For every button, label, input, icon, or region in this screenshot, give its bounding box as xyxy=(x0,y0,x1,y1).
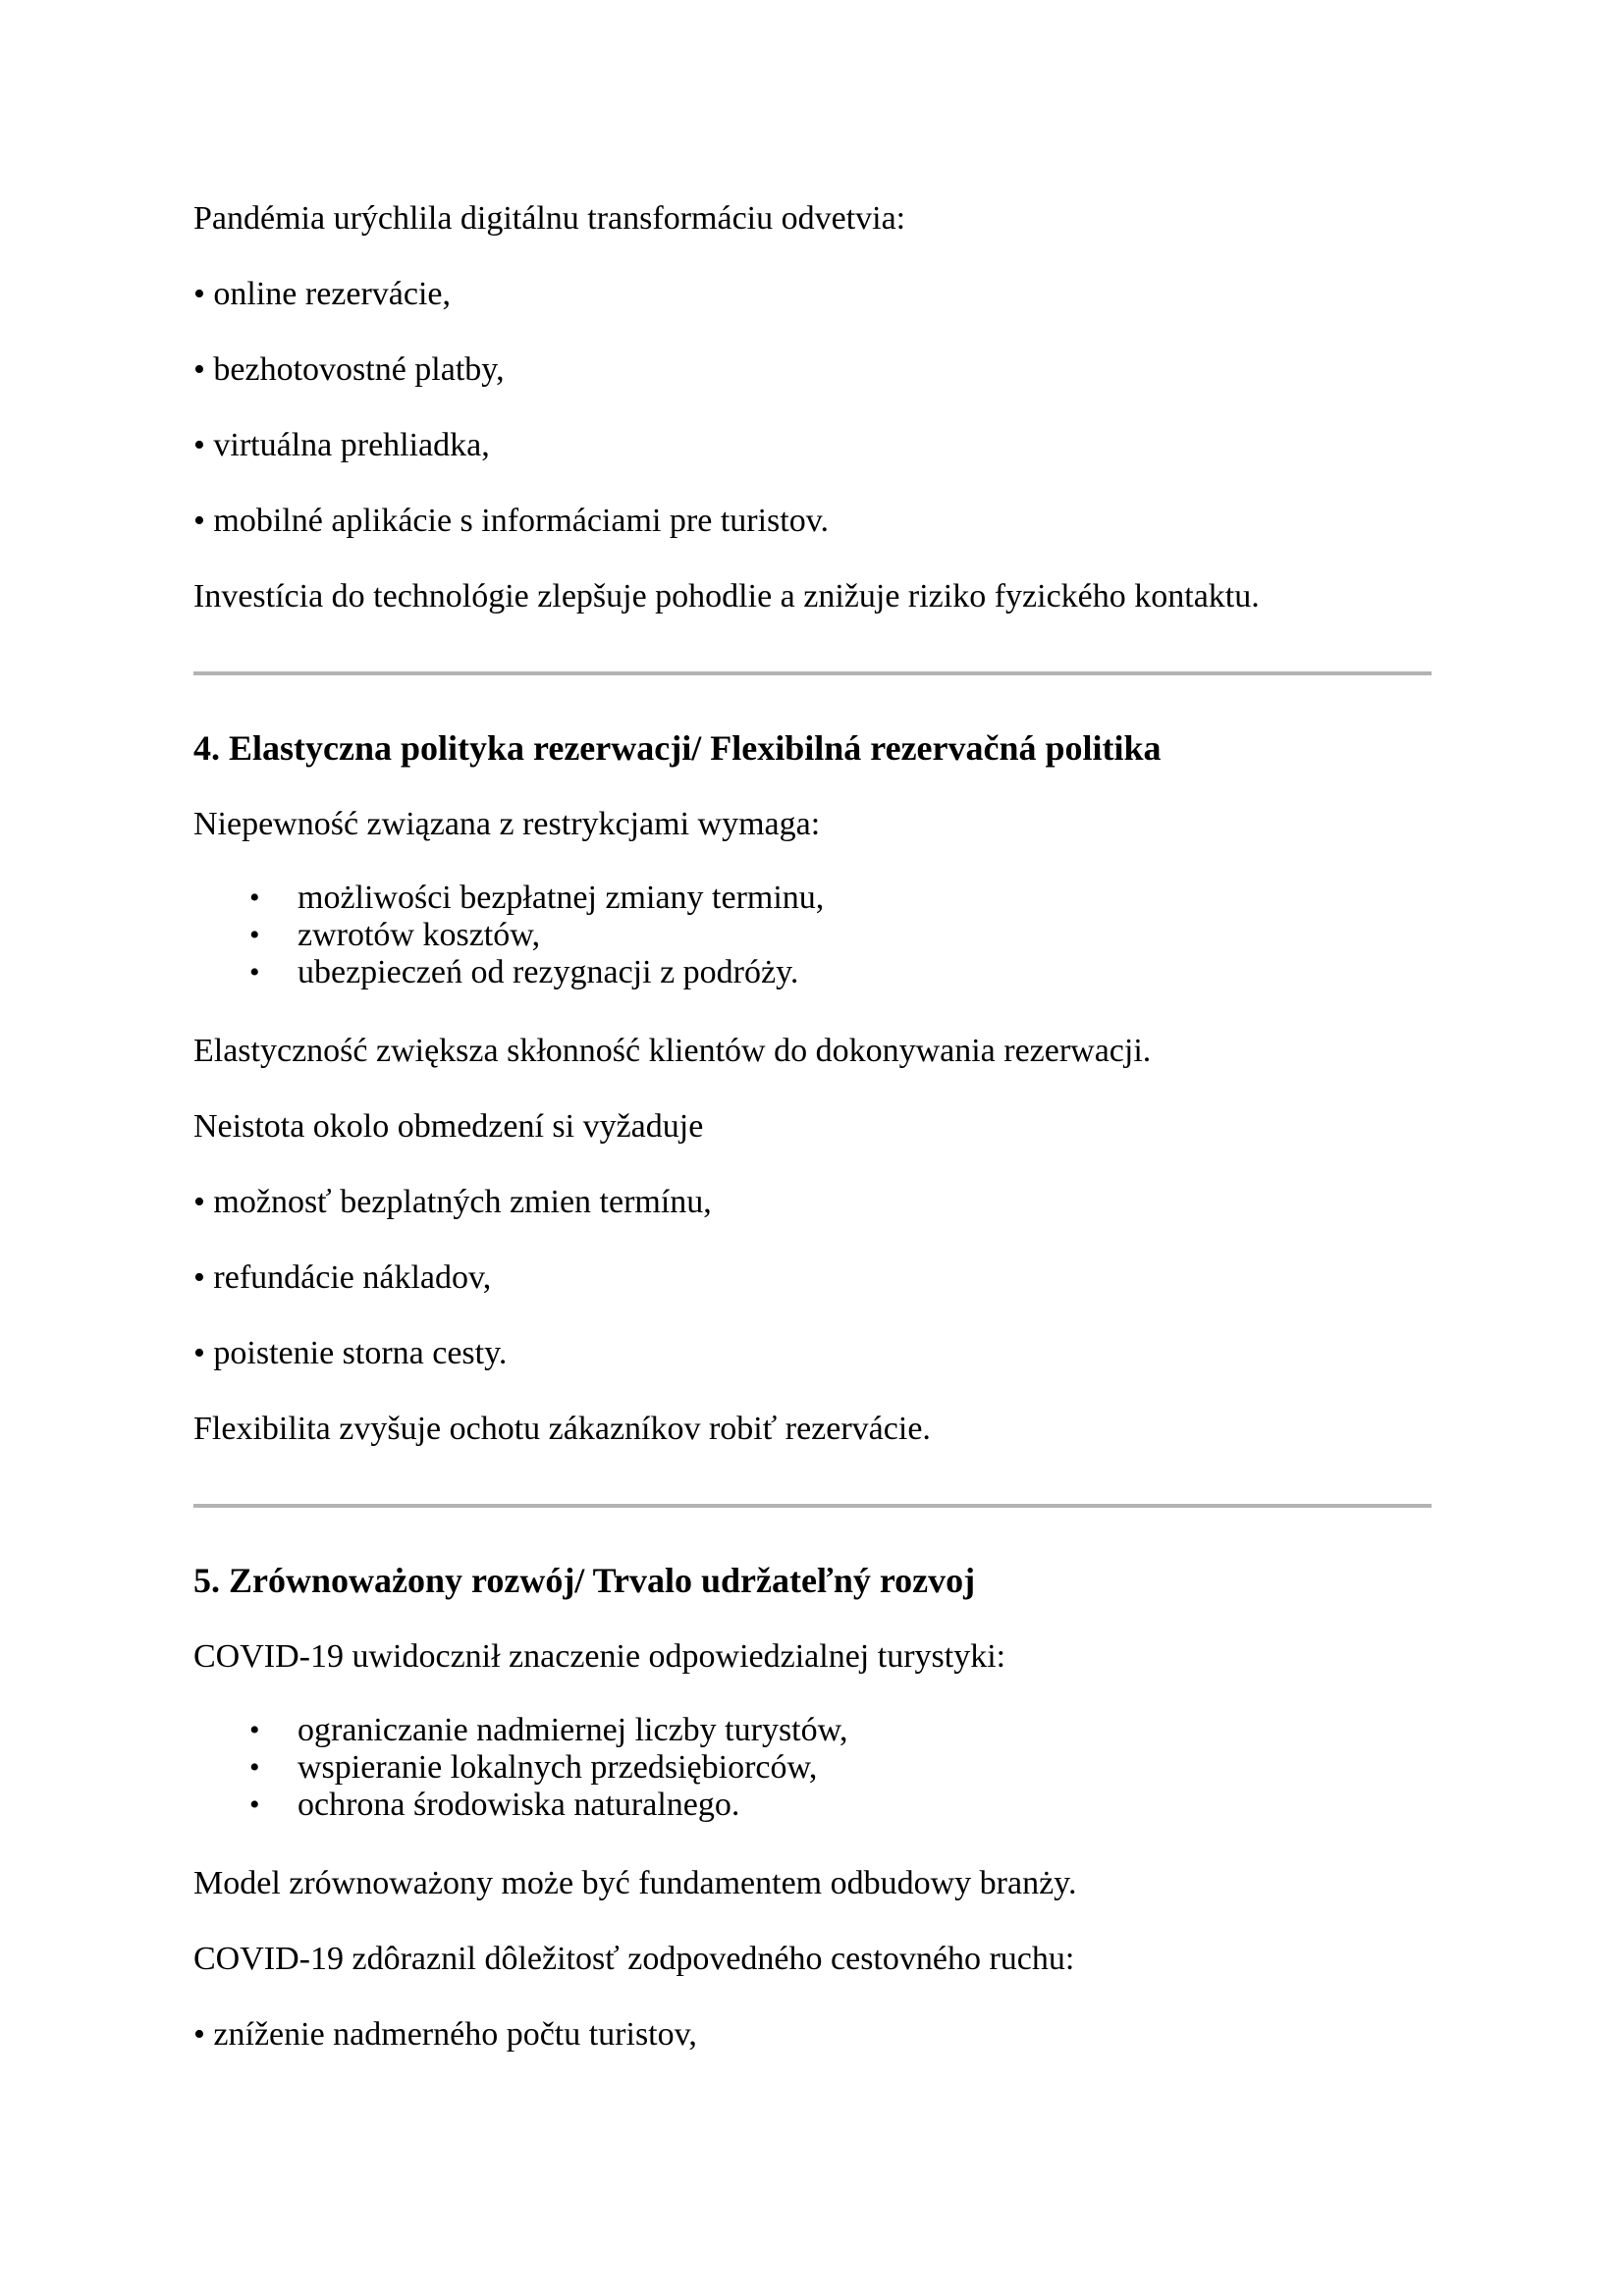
intro-bullet-paragraph: • mobilné aplikácie s informáciami pre turistov. xyxy=(193,503,830,539)
section5-lead-pl: COVID-19 uwidocznił znaczenie odpowiedzialnej turystyki: xyxy=(193,1638,1006,1675)
list-item-text: ubezpieczeń od rezygnacji z podróży. xyxy=(298,954,799,990)
list-item-text: wspieranie lokalnych przedsiębiorców, xyxy=(298,1749,818,1786)
section5-heading: 5. Zrównoważony rozwój/ Trvalo udržateľný rozvoj xyxy=(193,1561,976,1600)
section5-closing-pl: Model zrównoważony może być fundamentem odbudowy branży. xyxy=(193,1865,1077,1901)
section4-closing-sk: Flexibilita zvyšuje ochotu zákazníkov robiť rezervácie. xyxy=(193,1411,931,1447)
intro-bullet-paragraph: • online rezervácie, xyxy=(193,276,452,312)
list-item-text: zwrotów kosztów, xyxy=(298,917,541,953)
section5-bullet-paragraph: • zníženie nadmerného počtu turistov, xyxy=(193,2016,697,2053)
intro-lead-paragraph: Pandémia urýchlila digitálnu transformáciu odvetvia: xyxy=(193,200,906,237)
section4-heading: 4. Elastyczna polityka rezerwacji/ Flexibilná rezervačná politika xyxy=(193,728,1162,768)
intro-closing-paragraph: Investícia do technológie zlepšuje pohodlie a znižuje riziko fyzického kontaktu. xyxy=(193,578,1260,614)
section4-closing-pl: Elastyczność zwiększa skłonność klientów do dokonywania rezerwacji. xyxy=(193,1033,1152,1069)
list-item-text: ochrona środowiska naturalnego. xyxy=(298,1787,740,1823)
intro-bullet-paragraph: • bezhotovostné platby, xyxy=(193,351,505,388)
list-item xyxy=(193,917,1432,954)
intro-bullet-paragraph: • virtuálna prehliadka, xyxy=(193,427,490,463)
section4-lead-sk: Neistota okolo obmedzení si vyžaduje xyxy=(193,1108,704,1145)
section-divider xyxy=(193,671,1432,675)
section4-bullet-paragraph: • refundácie nákladov, xyxy=(193,1259,492,1296)
list-marker: • xyxy=(249,1714,260,1746)
section-divider xyxy=(193,1504,1432,1508)
section4-bullet-paragraph: • poistenie storna cesty. xyxy=(193,1335,508,1371)
list-marker: • xyxy=(249,1751,260,1784)
list-marker: • xyxy=(249,919,260,951)
list-item xyxy=(193,954,1432,991)
list-item xyxy=(193,880,1432,917)
list-item xyxy=(193,1712,1432,1749)
list-item-text: ograniczanie nadmiernej liczby turystów, xyxy=(298,1712,848,1748)
section4-bullet-list xyxy=(193,880,1432,991)
section5-lead-sk: COVID-19 zdôraznil dôležitosť zodpovedného cestovného ruchu: xyxy=(193,1941,1075,1977)
list-item xyxy=(193,1749,1432,1787)
list-item xyxy=(193,1787,1432,1824)
section5-bullet-list xyxy=(193,1712,1432,1824)
section4-lead-pl: Niepewność związana z restrykcjami wymaga: xyxy=(193,806,821,842)
list-marker: • xyxy=(249,956,260,988)
list-item-text: możliwości bezpłatnej zmiany terminu, xyxy=(298,880,825,916)
list-marker: • xyxy=(249,1789,260,1821)
list-marker: • xyxy=(249,881,260,914)
section4-bullet-paragraph: • možnosť bezplatných zmien termínu, xyxy=(193,1184,712,1220)
